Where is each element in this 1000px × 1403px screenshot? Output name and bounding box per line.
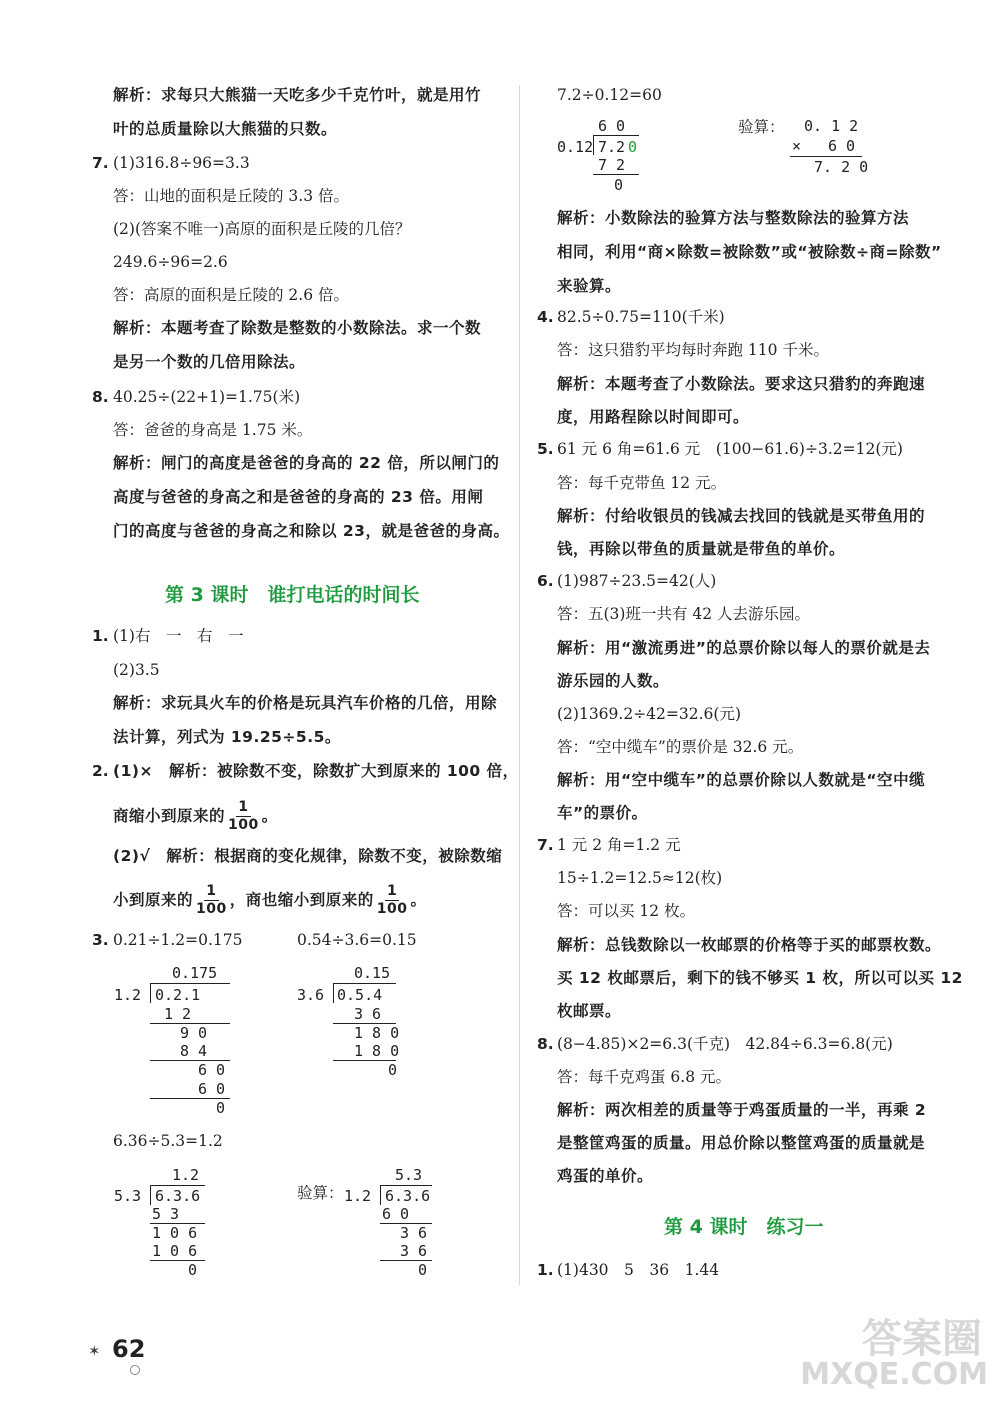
section-heading: 第 4 课时 练习一 [664,1216,824,1238]
remainder: 0 [188,1261,198,1279]
question-number: 7. [92,154,109,172]
answer-line: (1)430 5 36 1.44 [557,1261,720,1279]
quotient: 1.2 [172,1166,200,1184]
analysis-text: 鸡蛋的单价。 [557,1167,654,1185]
question-number: 7. [537,836,554,854]
remainder: 0 [418,1261,428,1279]
answer-line: 40.25÷(22+1)=1.75(米) [113,388,301,406]
answer-line: 答：每千克鸡蛋 6.8 元。 [557,1068,732,1086]
fraction-denominator: 100 [196,901,227,917]
answer-line: 1 元 2 角=1.2 元 [557,836,681,854]
text-fragment: 。 [410,891,427,909]
answer-line: 答：“空中缆车”的票价是 32.6 元。 [557,738,804,756]
fraction-numerator: 1 [387,883,398,899]
remainder: 1 8 0 [354,1024,400,1042]
analysis-text: 解析：用“激流勇进”的总票价除以每人的票价就是去 [557,639,931,657]
analysis-text: 解析：用“空中缆车”的总票价除以人数就是“空中缆 [557,771,926,789]
analysis-text: 叶的总质量除以大熊猫的只数。 [113,120,338,138]
text-fragment: 。 [261,807,278,825]
added-zero: 0 [628,138,638,156]
watermark-logo [800,1307,988,1397]
division-bar [150,983,230,984]
division-bracket [333,983,334,1003]
dividend: 6.3.6 [155,1187,201,1205]
star-icon: ✶ [88,1342,101,1360]
analysis-text: 解析：求每只大熊猫一天吃多少千克竹叶，就是用竹 [113,86,482,104]
section-heading: 第 3 课时 谁打电话的时间长 [165,584,420,606]
text-fragment: 商缩小到原来的 [113,807,226,825]
partial-product: 3 6 [354,1005,382,1023]
analysis-text: 度，用路程除以时间即可。 [557,408,750,426]
analysis-text: 解析：求玩具火车的价格是玩具汽车价格的几倍，用除 [113,694,498,712]
dot-ornament-icon [130,1365,140,1375]
answer-line: 0.54÷3.6=0.15 [297,931,417,949]
division-bracket [380,1185,381,1205]
question-number: 4. [537,308,554,326]
question-number: 6. [537,572,554,590]
analysis-text: 解析：本题考查了小数除法。要求这只猎豹的奔跑速 [557,375,926,393]
analysis-text: 钱，再除以带鱼的质量就是带鱼的单价。 [557,540,846,558]
analysis-text: 解析：总钱数除以一枚邮票的价格等于买的邮票枚数。 [557,936,942,954]
analysis-text: (1)× 解析：被除数不变，除数扩大到原来的 100 倍， [113,762,519,780]
division-bar [150,1185,205,1186]
multiplier: 6 0 [828,137,856,155]
answer-line: 答：山地的面积是丘陵的 3.3 倍。 [113,187,350,205]
partial-product: 1 2 [164,1005,192,1023]
product: 7. 2 0 [814,158,869,176]
answer-line: (1)987÷23.5=42(人) [557,572,717,590]
remainder: 1 0 6 [152,1224,198,1242]
remainder: 3 6 [400,1224,428,1242]
answer-line: (8−4.85)×2=6.3(千克) 42.84÷6.3=6.8(元) [557,1035,893,1053]
partial-product: 3 6 [400,1242,428,1260]
question-number: 3. [92,931,109,949]
analysis-text: 车”的票价。 [557,804,648,822]
partial-product: 7 2 [598,156,626,174]
quotient: 0.15 [354,964,391,982]
partial-product: 5 3 [152,1205,180,1223]
quotient: 0.175 [172,964,218,982]
check-label: 验算： [297,1184,344,1202]
divisor: 3.6 [297,986,325,1004]
analysis-text: 解析：两次相差的质量等于鸡蛋质量的一半，再乘 2 [557,1101,927,1119]
watermark-title: 答案圈 [862,1316,982,1362]
column-divider [519,85,520,1285]
fraction [377,883,408,918]
divisor: 1.2 [114,986,142,1004]
question-number: 1. [537,1261,554,1279]
fraction [196,883,227,918]
rule-line [333,1060,396,1061]
fraction-denominator: 100 [376,901,408,917]
fraction-numerator: 1 [206,883,217,899]
division-bracket [150,1185,151,1205]
analysis-text: 是整筐鸡蛋的质量。用总价除以整筐鸡蛋的质量就是 [557,1134,926,1152]
analysis-text: 门的高度与爸爸的身高之和除以 23，就是爸爸的身高。 [113,522,510,540]
quotient: 5.3 [395,1166,423,1184]
question-number: 8. [92,388,109,406]
answer-line: 答：五(3)班一共有 42 人去游乐园。 [557,605,811,623]
analysis-text: 游乐园的人数。 [557,672,670,690]
partial-product: 6 0 [198,1080,226,1098]
dividend: 7.2 [598,138,626,156]
analysis-text: 是另一个数的几倍用除法。 [113,353,306,371]
analysis-text: (2)√ 解析：根据商的变化规律，除数不变，被除数缩 [113,847,503,865]
remainder: 9 0 [180,1024,208,1042]
answer-line: 答：每千克带鱼 12 元。 [557,474,727,492]
division-bar [380,1185,432,1186]
dividend: 0.5.4 [337,986,383,1004]
fraction [228,799,259,834]
divisor: 1.2 [344,1187,372,1205]
analysis-text [113,796,278,836]
answer-line: (2)1369.2÷42=32.6(元) [557,705,741,723]
text-fragment: ，商也缩小到原来的 [229,891,374,909]
answer-line: 249.6÷96=2.6 [113,253,228,271]
answer-line: (1)右 一 右 一 [113,627,244,645]
division-bar [593,135,639,136]
answer-line: 0.21÷1.2=0.175 [113,931,243,949]
dividend: 0.2.1 [155,986,201,1004]
question-number: 8. [537,1035,554,1053]
division-bracket [150,983,151,1003]
analysis-text: 解析：付给收银员的钱减去找回的钱就是买带鱼用的 [557,507,926,525]
answer-line: 答：可以买 12 枚。 [557,902,696,920]
fraction-denominator: 100 [228,817,259,833]
answer-line: (1)316.8÷96=3.3 [113,154,250,172]
rule-line [593,174,639,175]
answer-line: 15÷1.2=12.5≈12(枚) [557,869,723,887]
analysis-text [113,880,427,920]
analysis-text: 解析：闸门的高度是爸爸的身高的 22 倍，所以闸门的 [113,454,500,472]
answer-line: 82.5÷0.75=110(千米) [557,308,725,326]
dividend: 6.3.6 [385,1187,431,1205]
answer-line: (2)(答案不唯一)高原的面积是丘陵的几倍？ [113,220,411,238]
answer-line: 答：这只猎豹平均每时奔跑 110 千米。 [557,341,829,359]
multiplicand: 0. 1 2 [804,117,859,135]
divisor: 0.12 [557,138,594,156]
analysis-text: 解析：本题考查了除数是整数的小数除法。求一个数 [113,319,482,337]
partial-product: 1 0 6 [152,1242,198,1260]
page-number: 62 [112,1335,146,1363]
analysis-text: 来验算。 [557,277,622,295]
quotient: 6 0 [598,117,626,135]
answer-line: 答：高原的面积是丘陵的 2.6 倍。 [113,286,350,304]
watermark-url: MXQE.COM [800,1357,988,1392]
times-sign: × [792,137,802,155]
analysis-text: 法计算，列式为 19.25÷5.5。 [113,728,341,746]
partial-product: 6 0 [382,1205,410,1223]
remainder: 0 [614,176,624,194]
fraction-numerator: 1 [238,799,249,815]
partial-product: 8 4 [180,1042,208,1060]
answer-line: (2)3.5 [113,661,160,679]
partial-product: 1 8 0 [354,1042,400,1060]
answer-line: 6.36÷5.3=1.2 [113,1132,223,1150]
answer-line: 7.2÷0.12=60 [557,86,662,104]
analysis-text: 解析：小数除法的验算方法与整数除法的验算方法 [557,209,910,227]
question-number: 5. [537,440,554,458]
analysis-text: 高度与爸爸的身高之和是爸爸的身高的 23 倍。用闸 [113,488,484,506]
question-number: 2. [92,762,109,780]
question-number: 1. [92,627,109,645]
answer-line: 61 元 6 角=61.6 元 (100−61.6)÷3.2=12(元) [557,440,903,458]
remainder: 6 0 [198,1061,226,1079]
division-bar [333,983,396,984]
divisor: 5.3 [114,1187,142,1205]
analysis-text: 相同，利用“商×除数=被除数”或“被除数÷商=除数” [557,243,942,261]
remainder: 0 [216,1099,226,1117]
division-bracket [593,135,594,155]
text-fragment: 小到原来的 [113,891,194,909]
check-label: 验算： [738,118,785,136]
rule-line [790,156,862,157]
analysis-text: 买 12 枚邮票后，剩下的钱不够买 1 枚，所以可以买 12 [557,969,963,987]
answer-line: 答：爸爸的身高是 1.75 米。 [113,421,313,439]
analysis-text: 枚邮票。 [557,1002,622,1020]
remainder: 0 [388,1061,398,1079]
